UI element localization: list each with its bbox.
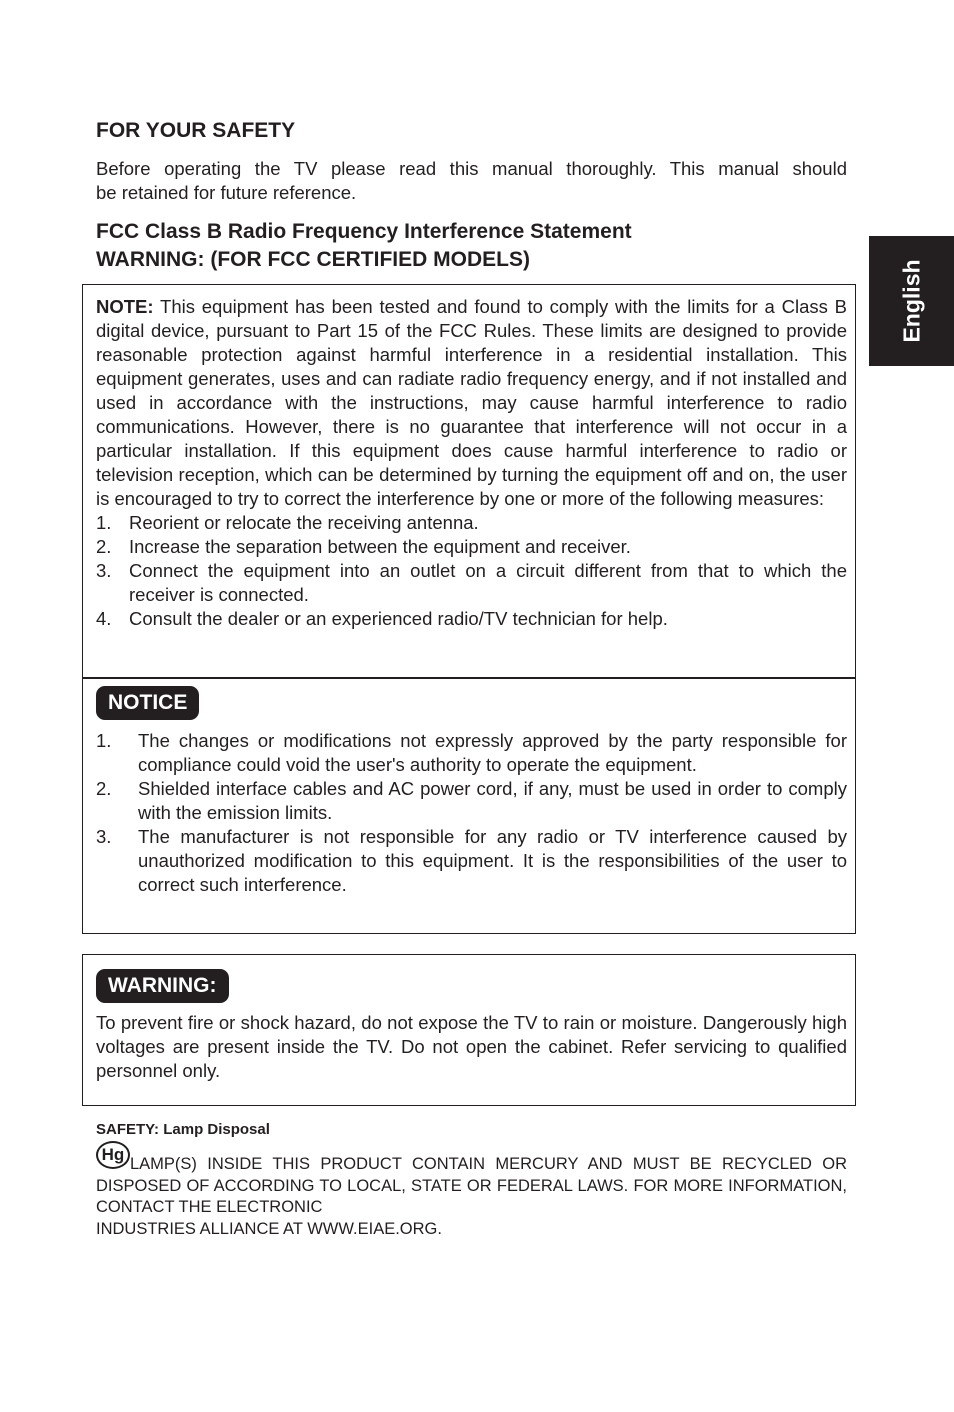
safety-intro-line-1: Before operating the TV please read this manual thoroughly. This manual should [96,158,847,179]
warning-box [82,954,856,1106]
list-item: 3. The manufacturer is not responsible for any radio or TV interference caused by unauthorized modification to this equipment. It is the responsibilities of the user to correct such interference. [96,826,847,895]
list-item: 1. Reorient or relocate the receiving antenna. [96,512,479,533]
warning-text: To prevent fire or shock hazard, do not expose the TV to rain or moisture. Dangerously high voltages are present inside the TV. Do not open the cabinet. Refer servicing to qualified personnel only. [96,1012,847,1081]
lamp-disposal-line-2: INDUSTRIES ALLIANCE AT WWW.EIAE.ORG. [96,1219,442,1238]
fcc-heading-line-2: WARNING: (FOR FCC CERTIFIED MODELS) [96,248,530,271]
notice-box [82,677,856,934]
lamp-disposal-title: SAFETY: Lamp Disposal [96,1121,270,1138]
lamp-disposal-text [96,1154,847,1240]
note-paragraph [96,295,847,511]
notice-label: NOTICE [96,686,199,720]
mercury-hg-icon: Hg [96,1141,130,1169]
list-item: 3. Connect the equipment into an outlet on a circuit different from that to which the receiver is connected. [96,560,847,605]
notice-list [96,729,847,897]
list-item: 2. Shielded interface cables and AC power cord, if any, must be used in order to comply with the emission limits. [96,778,847,823]
warning-label: WARNING: [96,969,229,1003]
safety-intro-line-2: be retained for future reference. [96,182,357,203]
fcc-heading [96,218,632,274]
note-text: This equipment has been tested and found to comply with the limits for a Class B digital device, pursuant to Part 15 of the FCC Rules. These limits are designed to provide reasonable protection against harmful interference in a residential installation. This equipment generates, uses and can radiate radio frequency energy, and if not installed and used in accordance with the instructions, may cause harmful interference to radio communications. However, there is no guarantee that interference will not occur in a particular installation. If this equipment does cause harmful interference to radio or television reception, which can be determined by turning the equipment off and on, the user is encouraged to try to correct the interference by one or more of the following measures: [96,296,848,509]
fcc-note-content [96,295,847,631]
language-tab [869,236,954,366]
note-label: NOTE: [96,296,154,317]
lamp-disposal-line-1: LAMP(S) INSIDE THIS PRODUCT CONTAIN MERCURY AND MUST BE RECYCLED OR DISPOSED OF ACCORDING TO LOCAL, STATE OR FEDERAL LAWS. FOR MORE INFORMATION, CONTACT THE ELECTRONIC [96,1155,847,1216]
note-measures-list [96,511,847,631]
list-item: 4. Consult the dealer or an experienced radio/TV technician for help. [96,608,668,629]
safety-intro [96,157,847,205]
language-tab-label: English [898,259,924,343]
notice-content [96,729,847,897]
safety-heading: FOR YOUR SAFETY [96,119,296,142]
fcc-heading-line-1: FCC Class B Radio Frequency Interference Statement [96,220,632,243]
list-item: 2. Increase the separation between the equipment and receiver. [96,536,631,557]
fcc-note-box [82,284,856,679]
list-item: 1. The changes or modifications not expressly approved by the party responsible for compliance could void the user's authority to operate the equipment. [96,730,847,775]
